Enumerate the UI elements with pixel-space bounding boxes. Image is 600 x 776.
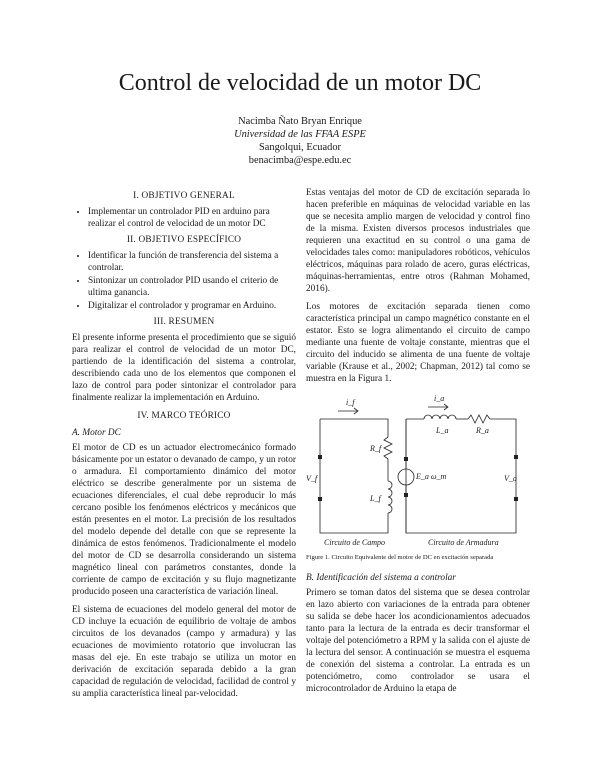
field-inductor [388, 481, 392, 513]
label-ia: i_a [434, 394, 445, 403]
section-heading-marco-teorico: IV. MARCO TEÓRICO [137, 411, 231, 421]
label-field-circuit: Circuito de Campo [324, 538, 386, 547]
list-item: • Identificar la función de transferencia del sistema a controlar. [88, 250, 296, 274]
author-block [0, 115, 600, 167]
list-item: • Sintonizar un controlador PID usando el criterio de ultima ganancia. [88, 275, 296, 299]
label-em: E_a ω_m [416, 472, 447, 481]
field-return-wire [320, 419, 388, 533]
objetivo-general-list [72, 206, 296, 230]
armature-resistor [468, 415, 490, 423]
figure-equivalent-circuit [306, 394, 530, 547]
subsection-heading-motor-dc: A. Motor DC [72, 428, 121, 438]
excitacion-paragraph: Los motores de excitación separada tienen como característica principal un campo magnético constante en el estator. Esto se logra alimentando el circuito de campo mediante una fuente de voltaje constante, mientras que el circuito del inducido se alimenta de una fuente de voltaje variable (Krause et al., 2002; Chapman, 2012) tal como se muestra en la Figura 1. [306, 302, 530, 384]
label-armature-circuit: Circuito de Armadura [428, 538, 499, 547]
left-column [72, 187, 296, 706]
motor-dc-paragraph-2: El sistema de ecuaciones del modelo general del motor de CD incluye la ecuación de equilibrio de voltaje de ambos circuitos de los devanados (campo y armadura) y las ecuaciones de movimiento rotatorio que involucran las masas del eje. En este trabajo se utiliza un motor en derivación de excitación separada debido a la gran capacidad de regulación de velocidad, facilidad de control y su amplia característica lineal par-velocidad. [72, 605, 296, 699]
author-name: Nacimba Ñato Bryan Enrique [238, 116, 362, 127]
section-heading-objetivo-general: I. OBJETIVO GENERAL [133, 191, 235, 201]
figure-caption: Figure 1. Circuito Equivalente del motor de DC en excitación separada [306, 554, 494, 561]
label-if: i_f [346, 398, 355, 407]
paper-title: Control de velocidad de un motor DC [118, 70, 482, 96]
label-ra: R_a [476, 426, 489, 435]
ventajas-paragraph: Estas ventajas del motor de CD de excitación separada lo hacen preferible en máquinas de velocidad variable en las que se necesita amplio margen de velocidad y control fino de la misma. Existen diversos procesos industriales que requieren una exactitud en su control o una gama de velocidades tales como: manipuladores robóticos, vehículos eléctricos, máquinas para rolado de acero, guras eléctricas, máquinas-herramientas, entre otros (Rahman Mohamed, 2016). [306, 188, 530, 294]
label-lf: L_f [370, 494, 381, 503]
author-city: Sangolqui, Ecuador [259, 142, 341, 153]
subsection-heading-identificacion: B. Identificación del sistema a controlar [306, 573, 456, 583]
section-heading-resumen: III. RESUMEN [153, 317, 215, 327]
motor-dc-paragraph-1: El motor de CD es un actuador electromecánico formado básicamente por un estator o devanado de campo, y un rotor o armadura. El comportamiento dinámico del motor eléctrico se describe generalmente por un sistema de ecuaciones diferenciales, el cual debe reproducir lo más cercano posible los fenómenos eléctricos y mecánicos que están presentes en el motor. La precisión de los resultados del modelo depende del detalle con que se represente la dinámica de estos fenómenos. Tradicionalmente el modelo del motor de CD se desarrolla considerando un sistema magnético lineal con parámetros constantes, donde la corriente de campo de excitación y su flujo magnetizante producido poseen una característica de variación lineal. [72, 443, 296, 597]
label-rf: R_f [370, 444, 382, 453]
label-va: V_a [504, 474, 517, 483]
label-vf: V_f [306, 474, 318, 483]
armature-inductor [424, 415, 456, 419]
identificacion-paragraph: Primero se toman datos del sistema que se desea controlar en lazo abierto con variaciones de la entrada para obtener su salida se debe hacer los acondicionamientos adecuados tanto para la lectura de la entrada es decir transformar el voltaje del potenciómetro a RPM y la salida con el ajuste de la lectura del sensor. A continuación se muestra el esquema de conexión del sistema a controlar. La entrada es un potenciómetro, como controlador se usara el microcontrolador de Arduino la etapa de [306, 588, 530, 694]
field-circuit-wire [320, 419, 388, 437]
list-item: • Implementar un controlador PID en arduino para realizar el control de velocidad de un motor DC [88, 206, 296, 230]
label-la: L_a [436, 426, 449, 435]
list-item: • Digitalizar el controlador y programar en Arduino. [88, 300, 296, 312]
right-column [306, 187, 530, 701]
section-heading-objetivo-especifico: II. OBJETIVO ESPECÍFICO [126, 235, 242, 245]
author-email: benacimba@espe.edu.ec [248, 155, 352, 166]
objetivo-especifico-list [72, 250, 296, 312]
resumen-paragraph: El presente informe presenta el procedimiento que se siguió para realizar el control de velocidad de un motor DC, partiendo de la identificación del sistema a controlar, describiendo cada uno de los elementos que componen el lazo de control para poder sintonizar el controlador para finalmente realizar la implementación en Arduino. [72, 333, 296, 403]
author-affiliation: Universidad de las FFAA ESPE [234, 129, 366, 140]
field-resistor [384, 437, 392, 459]
